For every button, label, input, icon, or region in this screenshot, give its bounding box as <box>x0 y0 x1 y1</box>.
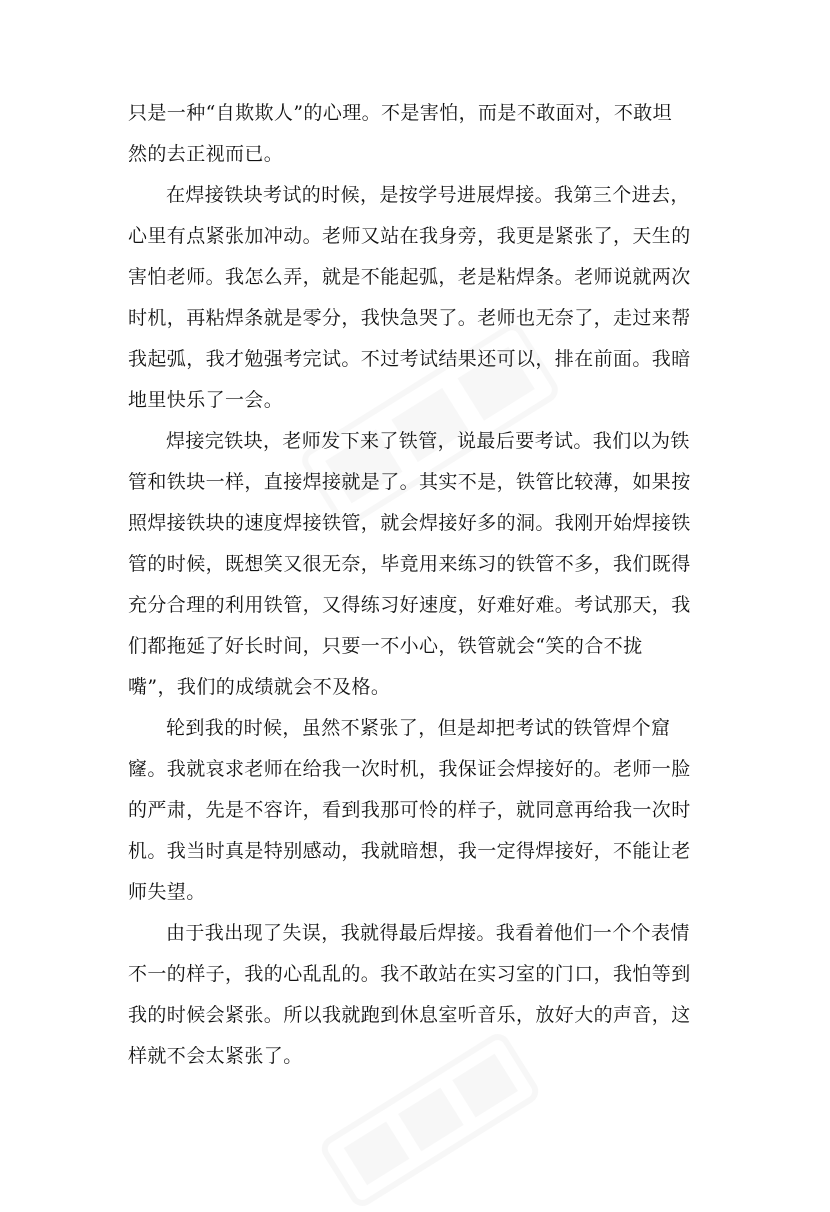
text-line: 的严肃，先是不容许，看到我那可怜的样子，就同意再给我一次时 <box>128 799 691 821</box>
text-line: 害怕老师。我怎么弄，就是不能起弧，老是粘焊条。老师说就两次 <box>128 266 691 288</box>
text-line: 不一的样子，我的心乱乱的。我不敢站在实习室的门口，我怕等到 <box>128 963 691 985</box>
text-line: 样就不会太紧张了。 <box>128 1045 303 1067</box>
text-line: 管和铁块一样，直接焊接就是了。其实不是，铁管比较薄，如果按 <box>128 471 691 493</box>
text-line: 机。我当时真是特别感动，我就暗想，我一定得焊接好，不能让老 <box>128 840 691 862</box>
document-body <box>128 93 698 1077</box>
text-line: 窿。我就哀求老师在给我一次时机，我保证会焊接好的。老师一脸 <box>128 758 691 780</box>
text-line: 们都拖延了好长时间，只要一不小心，铁管就会“笑的合不拢 <box>128 635 643 657</box>
paragraph-first-line: 在焊接铁块考试的时候，是按学号进展焊接。我第三个进去， <box>166 184 690 206</box>
text-line: 我的时候会紧张。所以我就跑到休息室听音乐，放好大的声音，这 <box>128 1004 691 1026</box>
paragraph-first-line: 焊接完铁块，老师发下来了铁管，说最后要考试。我们以为铁 <box>166 430 690 452</box>
text-line: 我起弧，我才勉强考完试。不过考试结果还可以，排在前面。我暗 <box>128 348 691 370</box>
text-line: 时机，再粘焊条就是零分，我快急哭了。老师也无奈了，走过来帮 <box>128 307 691 329</box>
paragraph-first-line: 轮到我的时候，虽然不紧张了，但是却把考试的铁管焊个窟 <box>166 717 671 739</box>
text-line: 嘴”，我们的成绩就会不及格。 <box>128 676 391 698</box>
text-line: 只是一种“自欺欺人”的心理。不是害怕，而是不敢面对，不敢坦 <box>128 102 673 124</box>
text-line: 地里快乐了一会。 <box>128 389 284 411</box>
text-line: 管的时候，既想笑又很无奈，毕竟用来练习的铁管不多，我们既得 <box>128 553 691 575</box>
text-line: 然的去正视而已。 <box>128 143 284 165</box>
text-line: 充分合理的利用铁管，又得练习好速度，好难好难。考试那天，我 <box>128 594 691 616</box>
text-line: 心里有点紧张加冲动。老师又站在我身旁，我更是紧张了，天生的 <box>128 225 691 247</box>
text-line: 师失望。 <box>128 881 206 903</box>
text-line: 照焊接铁块的速度焊接铁管，就会焊接好多的洞。我刚开始焊接铁 <box>128 512 691 534</box>
paragraph-first-line: 由于我出现了失误，我就得最后焊接。我看着他们一个个表情 <box>166 922 690 944</box>
